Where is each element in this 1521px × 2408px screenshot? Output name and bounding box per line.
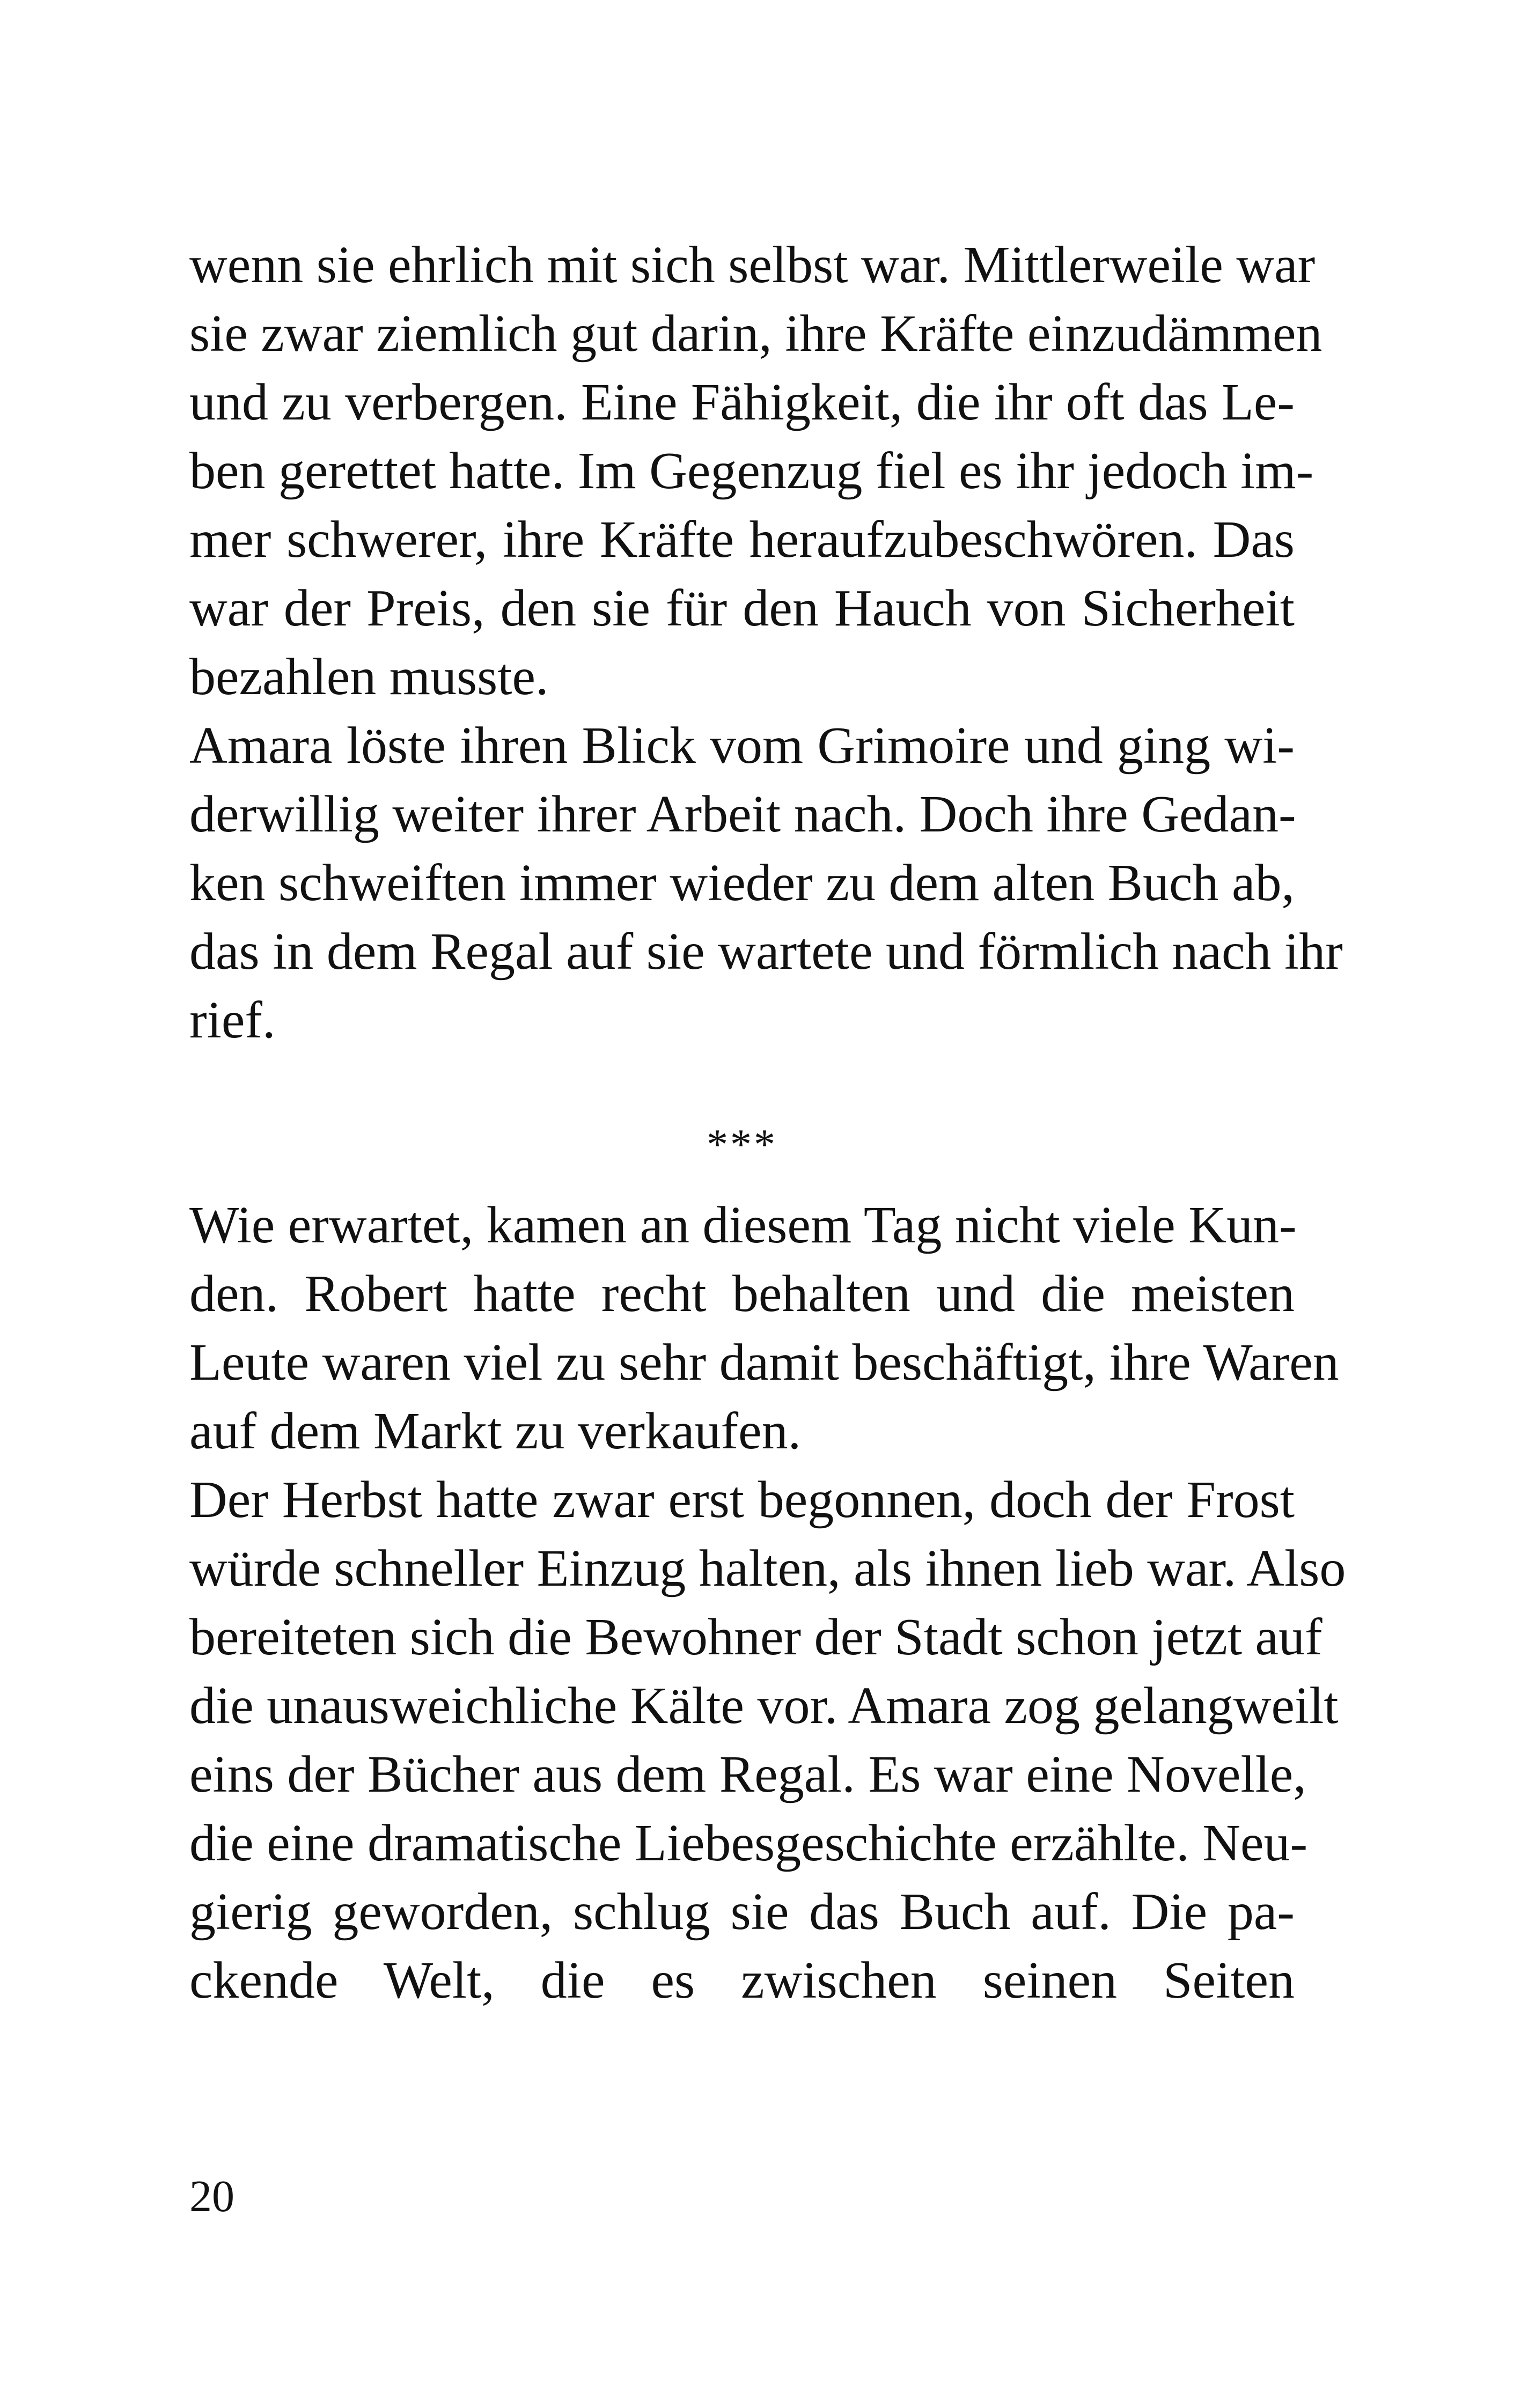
text-line: ben gerettet hatte. Im Gegenzug fiel es ihr jedoch im- <box>189 442 1314 500</box>
paragraph <box>189 711 1343 1055</box>
text-line: Der Herbst hatte zwar erst begonnen, doch der Frost <box>189 1471 1295 1529</box>
text-line: Amara löste ihren Blick vom Grimoire und ging wi- <box>189 717 1295 775</box>
text-line: auf dem Markt zu verkaufen. <box>189 1402 802 1460</box>
text-line: und zu verbergen. Eine Fähigkeit, die ihr oft das Le- <box>189 373 1295 431</box>
text-block-bottom <box>189 1191 1346 2015</box>
text-line: das in dem Regal auf sie wartete und förmlich nach ihr <box>189 923 1343 981</box>
scene-break: *** <box>707 1121 777 1168</box>
text-line: ckende Welt, die es zwischen seinen Seiten <box>189 1952 1295 2009</box>
text-line: die eine dramatische Liebesgeschichte erzählte. Neu- <box>189 1814 1308 1872</box>
text-line: ken schweiften immer wieder zu dem alten Buch ab, <box>189 854 1295 912</box>
text-line: rief. <box>189 991 276 1049</box>
text-line: würde schneller Einzug halten, als ihnen lieb war. Also <box>189 1540 1346 1597</box>
text-line: wenn sie ehrlich mit sich selbst war. Mittlerweile war <box>189 236 1316 294</box>
text-line: bezahlen musste. <box>189 648 549 706</box>
text-line: sie zwar ziemlich gut darin, ihre Kräfte einzudämmen <box>189 305 1322 363</box>
text-line: eins der Bücher aus dem Regal. Es war eine Novelle, <box>189 1746 1306 1803</box>
text-line: Wie erwartet, kamen an diesem Tag nicht viele Kun- <box>189 1196 1297 1254</box>
text-block-top <box>189 231 1343 1055</box>
text-line: gierig geworden, schlug sie das Buch auf. Die pa- <box>189 1883 1295 1941</box>
text-line: den. Robert hatte recht behalten und die meisten <box>189 1265 1295 1323</box>
text-line: Leute waren viel zu sehr damit beschäftigt, ihre Waren <box>189 1334 1339 1391</box>
page-number: 20 <box>189 2171 234 2221</box>
paragraph <box>189 231 1322 711</box>
text-line: die unausweichliche Kälte vor. Amara zog gelangweilt <box>189 1677 1339 1735</box>
paragraph <box>189 1466 1346 2015</box>
text-line: war der Preis, den sie für den Hauch von Sicherheit <box>189 579 1295 637</box>
text-line: derwillig weiter ihrer Arbeit nach. Doch ihre Gedan- <box>189 785 1296 843</box>
text-line: mer schwerer, ihre Kräfte heraufzubeschwören. Das <box>189 511 1295 569</box>
paragraph <box>189 1191 1339 1466</box>
text-line: bereiteten sich die Bewohner der Stadt schon jetzt auf <box>189 1608 1322 1666</box>
